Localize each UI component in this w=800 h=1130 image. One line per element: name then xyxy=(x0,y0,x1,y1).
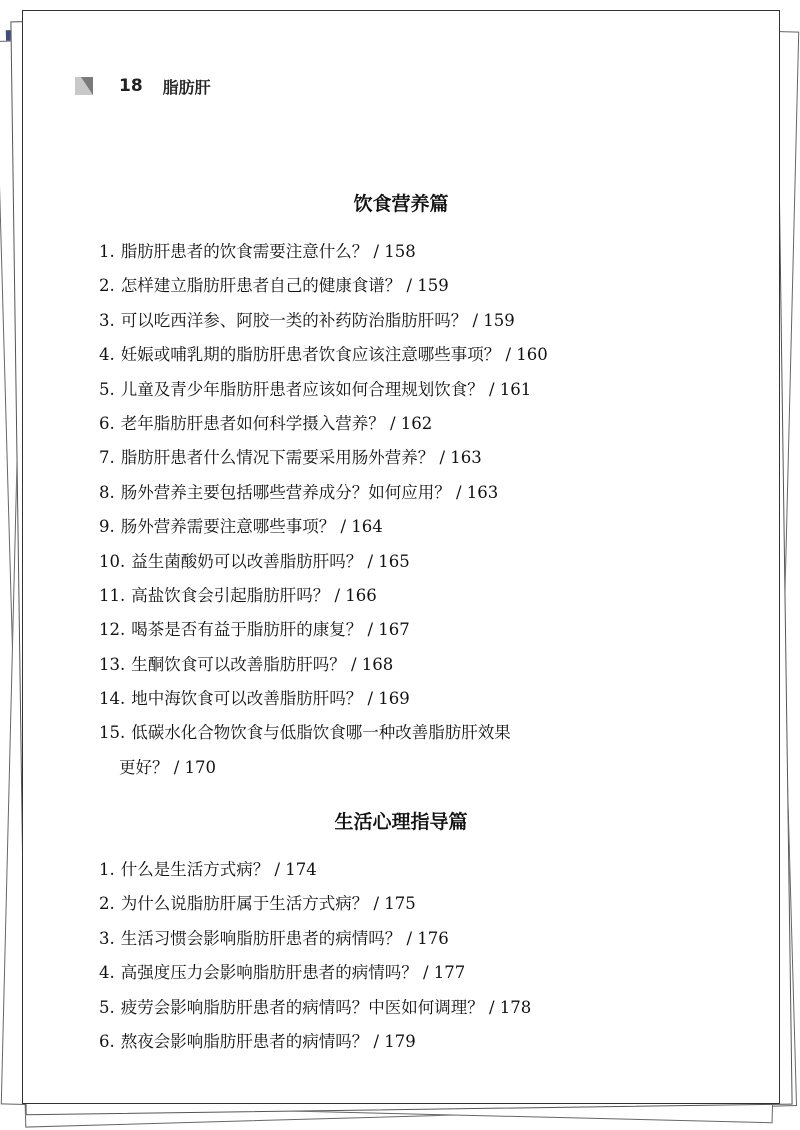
toc-item[interactable]: 2. 为什么说脂肪肝属于生活方式病？ / 175 xyxy=(99,894,416,914)
toc-item[interactable]: 6. 老年脂肪肝患者如何科学摄入营养？ / 162 xyxy=(99,413,433,433)
running-title: 脂肪肝 xyxy=(162,77,211,97)
toc-item[interactable]: 5. 儿童及青少年脂肪肝患者应该如何合理规划饮食？ / 161 xyxy=(99,379,532,399)
toc-item[interactable]: 7. 脂肪肝患者什么情况下需要采用肠外营养？ / 163 xyxy=(99,448,482,468)
toc-item[interactable]: 6. 熬夜会影响脂肪肝患者的病情吗？ / 179 xyxy=(99,1031,416,1051)
toc-item[interactable]: 14. 地中海饮食可以改善脂肪肝吗？ / 169 xyxy=(99,689,410,709)
book-page xyxy=(22,10,780,1104)
section-title-diet: 饮食营养篇 xyxy=(353,193,449,215)
running-header xyxy=(75,74,211,98)
toc-item[interactable]: 1. 什么是生活方式病？ / 174 xyxy=(99,860,317,879)
toc-item[interactable]: 3. 可以吃西洋参、阿胶一类的补药防治脂肪肝吗？ / 159 xyxy=(99,310,515,330)
section-title-lifestyle: 生活心理指导篇 xyxy=(334,811,468,833)
toc-item[interactable]: 2. 怎样建立脂肪肝患者自己的健康食谱？ / 159 xyxy=(99,276,449,296)
toc-item[interactable]: 12. 喝茶是否有益于脂肪肝的康复？ / 167 xyxy=(99,620,410,640)
toc-item[interactable]: 4. 高强度压力会影响脂肪肝患者的病情吗？ / 177 xyxy=(99,963,466,983)
toc-item[interactable]: 4. 妊娠或哺乳期的脂肪肝患者饮食应该注意哪些事项？ / 160 xyxy=(99,345,548,365)
toc-list-diet xyxy=(99,235,548,785)
toc-item[interactable]: 13. 生酮饮食可以改善脂肪肝吗？ / 168 xyxy=(99,654,394,674)
toc-item[interactable]: 8. 肠外营养主要包括哪些营养成分？如何应用？ / 163 xyxy=(99,482,499,502)
toc-item[interactable]: 10. 益生菌酸奶可以改善脂肪肝吗？ / 165 xyxy=(99,551,410,571)
header-marker-icon xyxy=(75,77,93,95)
toc-list-lifestyle xyxy=(99,853,531,1059)
toc-item[interactable]: 15. 低碳水化合物饮食与低脂饮食哪一种改善脂肪肝效果 更好？ / 170 xyxy=(99,723,511,777)
toc-item[interactable]: 1. 脂肪肝患者的饮食需要注意什么？ / 158 xyxy=(99,242,416,261)
toc-item[interactable]: 9. 肠外营养需要注意哪些事项？ / 164 xyxy=(99,517,383,537)
page-number: 18 xyxy=(119,76,143,96)
toc-item[interactable]: 3. 生活习惯会影响脂肪肝患者的病情吗？ / 176 xyxy=(99,928,449,948)
toc-item[interactable]: 11. 高盐饮食会引起脂肪肝吗？ / 166 xyxy=(99,585,377,605)
toc-item[interactable]: 5. 疲劳会影响脂肪肝患者的病情吗？中医如何调理？ / 178 xyxy=(99,997,532,1017)
